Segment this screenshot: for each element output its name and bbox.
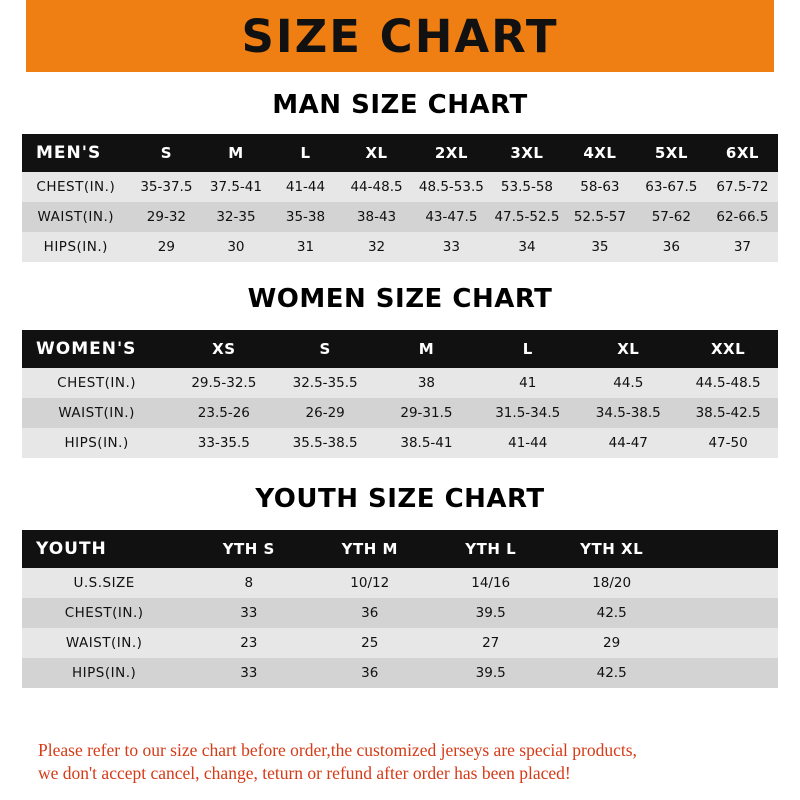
table-row bbox=[22, 202, 778, 232]
women-cell-0-3: 41 bbox=[519, 375, 537, 391]
youth-cell-2-3: 29 bbox=[603, 635, 621, 651]
footer-note-line-2: we don't accept cancel, change, teturn or refund after order has been placed! bbox=[38, 763, 571, 784]
youth-table-head bbox=[22, 530, 778, 568]
table-row bbox=[22, 428, 778, 458]
youth-row-1-label: CHEST(IN.) bbox=[64, 605, 144, 621]
men-cell-2-7: 36 bbox=[662, 239, 680, 255]
women-header-cell-0: WOMEN'S bbox=[36, 339, 137, 359]
men-cell-0-2: 41-44 bbox=[285, 179, 326, 195]
men-cell-1-0: 29-32 bbox=[146, 209, 186, 225]
men-header-cell-5: 2XL bbox=[434, 144, 468, 162]
table-row bbox=[22, 398, 778, 428]
women-cell-1-5: 38.5-42.5 bbox=[695, 405, 761, 421]
men-cell-2-4: 33 bbox=[442, 239, 460, 255]
youth-cell-1-1: 36 bbox=[361, 605, 379, 621]
women-row-1-label: WAIST(IN.) bbox=[58, 405, 135, 421]
men-header-cell-4: XL bbox=[365, 144, 388, 162]
youth-cell-0-2: 14/16 bbox=[471, 575, 511, 591]
women-cell-2-3: 41-44 bbox=[508, 435, 548, 451]
youth-cell-1-4 bbox=[672, 598, 778, 628]
men-header-cell-8: 5XL bbox=[654, 144, 688, 162]
men-cell-2-8: 37 bbox=[733, 239, 752, 255]
women-header-cell-1: XS bbox=[212, 340, 236, 358]
women-row-2-label: HIPS(IN.) bbox=[64, 435, 129, 451]
women-header-cell-4: L bbox=[522, 340, 533, 358]
men-header-cell-3: L bbox=[300, 144, 311, 162]
youth-cell-3-1: 36 bbox=[361, 665, 379, 681]
women-cell-1-4: 34.5-38.5 bbox=[595, 405, 661, 421]
women-header-cell-6: XXL bbox=[710, 340, 746, 358]
youth-cell-3-0: 33 bbox=[240, 665, 258, 681]
men-header-cell-7: 4XL bbox=[583, 144, 617, 162]
footer-note-line-1: Please refer to our size chart before order,the customized jerseys are special products, bbox=[38, 739, 637, 760]
youth-cell-3-4 bbox=[672, 658, 778, 688]
youth-section-title: YOUTH SIZE CHART bbox=[255, 484, 545, 514]
women-section-title: WOMEN SIZE CHART bbox=[247, 284, 553, 314]
men-cell-1-8: 62-66.5 bbox=[716, 209, 769, 225]
men-cell-0-4: 48.5-53.5 bbox=[418, 179, 484, 195]
women-table-head bbox=[22, 330, 778, 368]
youth-cell-3-2: 39.5 bbox=[475, 665, 506, 681]
youth-cell-2-1: 25 bbox=[361, 635, 379, 651]
women-header-cell-2: S bbox=[319, 340, 331, 358]
table-row bbox=[22, 628, 778, 658]
youth-cell-1-2: 39.5 bbox=[475, 605, 506, 621]
men-cell-1-6: 52.5-57 bbox=[573, 209, 626, 225]
women-cell-2-0: 33-35.5 bbox=[197, 435, 250, 451]
youth-header-row bbox=[22, 530, 778, 568]
table-row bbox=[22, 658, 778, 688]
youth-cell-0-4 bbox=[672, 568, 778, 598]
women-cell-1-3: 31.5-34.5 bbox=[495, 405, 561, 421]
women-cell-0-1: 32.5-35.5 bbox=[292, 375, 358, 391]
women-cell-2-1: 35.5-38.5 bbox=[292, 435, 358, 451]
youth-cell-3-3: 42.5 bbox=[596, 665, 627, 681]
youth-cell-2-2: 27 bbox=[482, 635, 500, 651]
men-header-cell-9: 6XL bbox=[725, 144, 759, 162]
women-cell-0-5: 44.5-48.5 bbox=[695, 375, 761, 391]
women-cell-1-1: 26-29 bbox=[305, 405, 345, 421]
women-table-body bbox=[22, 368, 778, 458]
youth-cell-2-4 bbox=[672, 628, 778, 658]
youth-cell-1-0: 33 bbox=[240, 605, 258, 621]
men-size-table bbox=[22, 134, 778, 262]
youth-cell-0-1: 10/12 bbox=[350, 575, 390, 591]
men-header-cell-1: S bbox=[160, 144, 173, 162]
men-cell-2-6: 35 bbox=[591, 239, 609, 255]
men-row-0-label: CHEST(IN.) bbox=[36, 179, 116, 195]
men-header-cell-2: M bbox=[228, 144, 244, 162]
footer-note bbox=[22, 723, 778, 800]
page-header bbox=[0, 0, 800, 72]
men-cell-2-1: 30 bbox=[227, 239, 245, 255]
men-cell-2-3: 32 bbox=[367, 239, 386, 255]
youth-table-body bbox=[22, 568, 778, 688]
men-section-title: MAN SIZE CHART bbox=[272, 90, 528, 120]
men-cell-1-5: 47.5-52.5 bbox=[494, 209, 560, 225]
youth-row-3-label: HIPS(IN.) bbox=[72, 665, 137, 681]
youth-header-cell-4: YTH XL bbox=[580, 540, 644, 558]
table-row bbox=[22, 568, 778, 598]
men-header-cell-6: 3XL bbox=[510, 144, 544, 162]
table-row bbox=[22, 232, 778, 262]
women-cell-2-4: 44-47 bbox=[608, 435, 648, 451]
men-table-body bbox=[22, 172, 778, 262]
women-cell-2-5: 47-50 bbox=[708, 435, 748, 451]
men-table-head bbox=[22, 134, 778, 172]
women-row-0-label: CHEST(IN.) bbox=[57, 375, 136, 391]
youth-row-0-label: U.S.SIZE bbox=[73, 575, 135, 591]
men-cell-0-1: 37.5-41 bbox=[209, 179, 262, 195]
youth-header-cell-3: YTH L bbox=[465, 540, 517, 558]
page-content bbox=[0, 72, 800, 800]
women-header-cell-3: M bbox=[418, 340, 435, 358]
men-header-cell-0: MEN'S bbox=[36, 143, 102, 163]
women-cell-0-4: 44.5 bbox=[613, 375, 644, 391]
youth-header-cell-5 bbox=[672, 530, 778, 568]
men-row-2-label: HIPS(IN.) bbox=[43, 239, 108, 255]
youth-header-cell-0: YOUTH bbox=[36, 539, 107, 559]
men-cell-0-6: 58-63 bbox=[580, 179, 620, 195]
women-cell-0-2: 38 bbox=[417, 375, 436, 391]
men-cell-0-0: 35-37.5 bbox=[140, 179, 193, 195]
men-cell-0-5: 53.5-58 bbox=[500, 179, 554, 195]
men-cell-1-7: 57-62 bbox=[651, 209, 691, 225]
women-cell-2-2: 38.5-41 bbox=[400, 435, 453, 451]
table-row bbox=[22, 368, 778, 398]
women-cell-1-0: 23.5-26 bbox=[197, 405, 250, 421]
table-row bbox=[22, 172, 778, 202]
youth-cell-1-3: 42.5 bbox=[596, 605, 627, 621]
men-cell-0-3: 44-48.5 bbox=[350, 179, 403, 195]
youth-size-table bbox=[22, 530, 778, 688]
men-cell-1-3: 38-43 bbox=[356, 209, 397, 225]
women-header-row bbox=[22, 330, 778, 368]
men-cell-1-4: 43-47.5 bbox=[425, 209, 478, 225]
table-row bbox=[22, 598, 778, 628]
youth-cell-0-0: 8 bbox=[244, 575, 254, 591]
men-cell-2-5: 34 bbox=[518, 239, 536, 255]
men-cell-0-7: 63-67.5 bbox=[645, 179, 698, 195]
men-cell-2-0: 29 bbox=[157, 239, 175, 255]
men-header-row bbox=[22, 134, 778, 172]
men-cell-1-2: 35-38 bbox=[285, 209, 326, 225]
men-cell-1-1: 32-35 bbox=[216, 209, 256, 225]
youth-cell-2-0: 23 bbox=[240, 635, 258, 651]
women-size-table bbox=[22, 330, 778, 458]
youth-header-cell-2: YTH M bbox=[341, 540, 398, 558]
men-cell-0-8: 67.5-72 bbox=[716, 179, 769, 195]
women-header-cell-5: XL bbox=[617, 340, 640, 358]
youth-header-cell-1: YTH S bbox=[222, 540, 275, 558]
men-row-1-label: WAIST(IN.) bbox=[37, 209, 115, 225]
page-title: SIZE CHART bbox=[241, 9, 559, 63]
women-cell-1-2: 29-31.5 bbox=[400, 405, 453, 421]
men-cell-2-2: 31 bbox=[296, 239, 315, 255]
women-cell-0-0: 29.5-32.5 bbox=[191, 375, 257, 391]
youth-row-2-label: WAIST(IN.) bbox=[65, 635, 143, 651]
youth-cell-0-3: 18/20 bbox=[592, 575, 632, 591]
